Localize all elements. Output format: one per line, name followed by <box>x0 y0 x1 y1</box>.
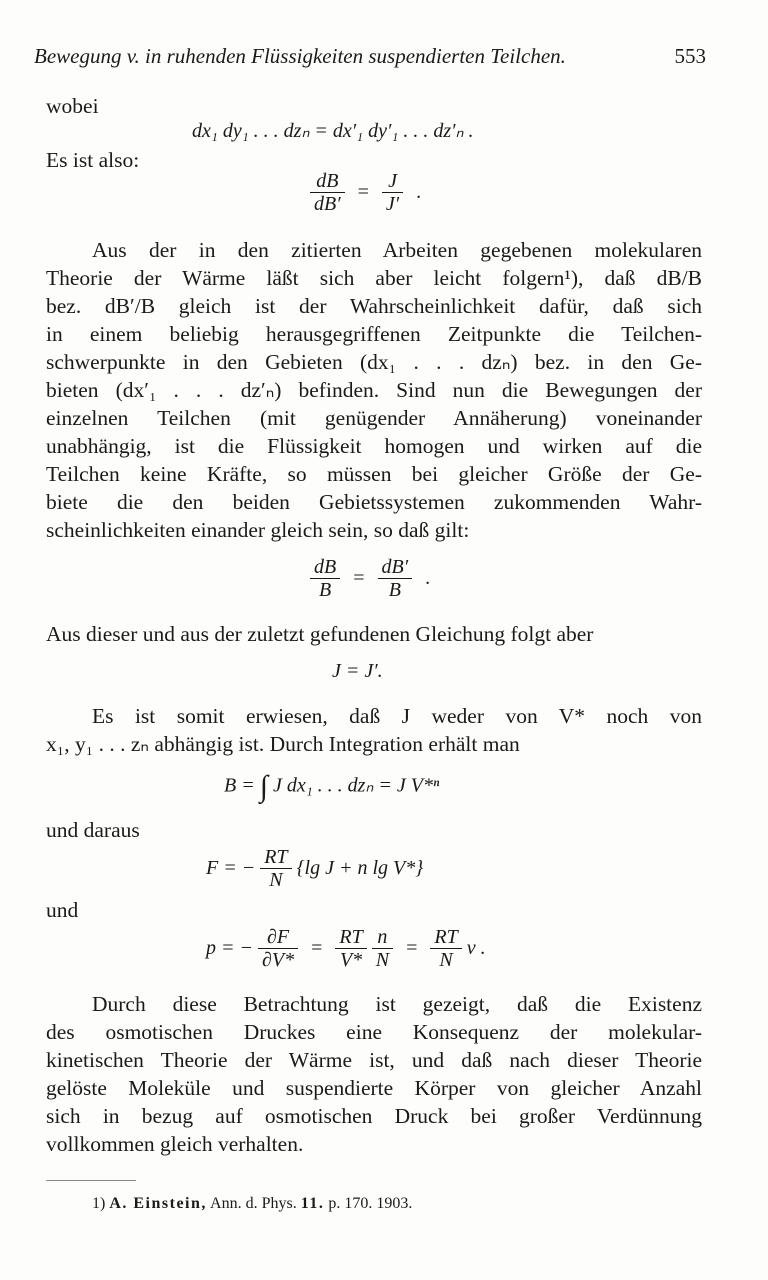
text-line: gelöste Moleküle und suspendierte Körper von gleicher Anzahl <box>46 1076 702 1100</box>
fraction: $\frac{J}{J'}$ <box>382 170 403 215</box>
text-line: sich in bezug auf osmotischen Druck bei großer Verdünnung <box>46 1104 702 1128</box>
equation-free-energy: F = − $\frac{RT}{N}$ {lg J + n lg V*} <box>206 846 424 891</box>
page-number: 553 <box>674 44 706 68</box>
text-line: in einem beliebig herausgegriffenen Zeitpunkte die Teilchen- <box>46 322 702 346</box>
text-line: biete die den beiden Gebietssystemen zukommenden Wahr- <box>46 490 702 514</box>
footnote-divider <box>46 1180 136 1181</box>
footnote-author: A. Einstein, <box>109 1195 207 1212</box>
fraction: $\frac{RT}{V*}$ <box>335 926 366 971</box>
fraction: $\frac{dB}{B}$ <box>310 556 340 601</box>
text-line: Teilchen keine Kräfte, so müssen bei gleicher Größe der Ge- <box>46 462 702 486</box>
equation-pressure: p = − $\frac{\partial F}{\partial V*}$ = $\frac{RT}{V*}$ $\frac{n}{N}$ = $\frac{RT}{N}$ ν . <box>206 926 486 971</box>
fraction: $\frac{n}{N}$ <box>372 926 393 971</box>
text-line: schwerpunkte in den Gebieten (dx₁ . . . dzₙ) bez. in den Ge- <box>46 350 702 374</box>
footnote: 1) A. Einstein, Ann. d. Phys. 11. p. 170. 1903. <box>92 1195 413 1212</box>
text-line: einzelnen Teilchen (mit genügender Annäherung) voneinander <box>46 406 702 430</box>
text-line: Aus der in den zitierten Arbeiten gegebenen molekularen <box>92 238 702 262</box>
text-line: und <box>46 898 79 922</box>
text-line: kinetischen Theorie der Wärme ist, und daß nach dieser Theorie <box>46 1048 702 1072</box>
fraction: $\frac{RT}{N}$ <box>430 926 461 971</box>
text-line: und daraus <box>46 818 140 842</box>
text-line: wobei <box>46 94 99 118</box>
text-line: Aus dieser und aus der zuletzt gefundenen Gleichung folgt aber <box>46 622 594 646</box>
text-line: unabhängig, ist die Flüssigkeit homogen und wirken auf die <box>46 434 702 458</box>
equation-differentials: dx₁ dy₁ . . . dzₙ = dx′₁ dy′₁ . . . dz′ₙ . <box>192 120 474 142</box>
text-line: vollkommen gleich verhalten. <box>46 1132 304 1156</box>
fraction: $\frac{\partial F}{\partial V*}$ <box>258 926 298 971</box>
equation-j-equal: J = J′. <box>332 660 383 682</box>
equation-integral: B = ∫ J dx₁ . . . dzₙ = J V*ⁿ <box>224 770 440 803</box>
text-line: Es ist somit erwiesen, daß J weder von V* noch von <box>92 704 702 728</box>
text-line: Durch diese Betrachtung ist gezeigt, daß die Existenz <box>92 992 702 1016</box>
fraction: $\frac{dB'}{B}$ <box>378 556 413 601</box>
running-title: Bewegung v. in ruhenden Flüssigkeiten suspendierten Teilchen. <box>34 44 566 68</box>
fraction: $\frac{RT}{N}$ <box>260 846 291 891</box>
equation-db-equal: $\frac{dB}{B}$ = $\frac{dB'}{B}$ . <box>310 556 438 601</box>
equation-db-ratio: $\frac{dB}{dB'}$ = $\frac{J}{J'}$ . <box>310 170 429 215</box>
text-line: Theorie der Wärme läßt sich aber leicht folgern¹), daß dB/B <box>46 266 702 290</box>
running-header <box>34 44 706 74</box>
text-line: bieten (dx′₁ . . . dz′ₙ) befinden. Sind nun die Bewegungen der <box>46 378 702 402</box>
text-line: bez. dB′/B gleich ist der Wahrscheinlichkeit dafür, daß sich <box>46 294 702 318</box>
fraction: $\frac{dB}{dB'}$ <box>310 170 345 215</box>
text-line: Es ist also: <box>46 148 140 172</box>
text-line: scheinlichkeiten einander gleich sein, so daß gilt: <box>46 518 470 542</box>
text-line: des osmotischen Druckes eine Konsequenz der molekular- <box>46 1020 702 1044</box>
text-line: x₁, y₁ . . . zₙ abhängig ist. Durch Integration erhält man <box>46 732 520 756</box>
integral-sign: ∫ <box>259 770 268 803</box>
